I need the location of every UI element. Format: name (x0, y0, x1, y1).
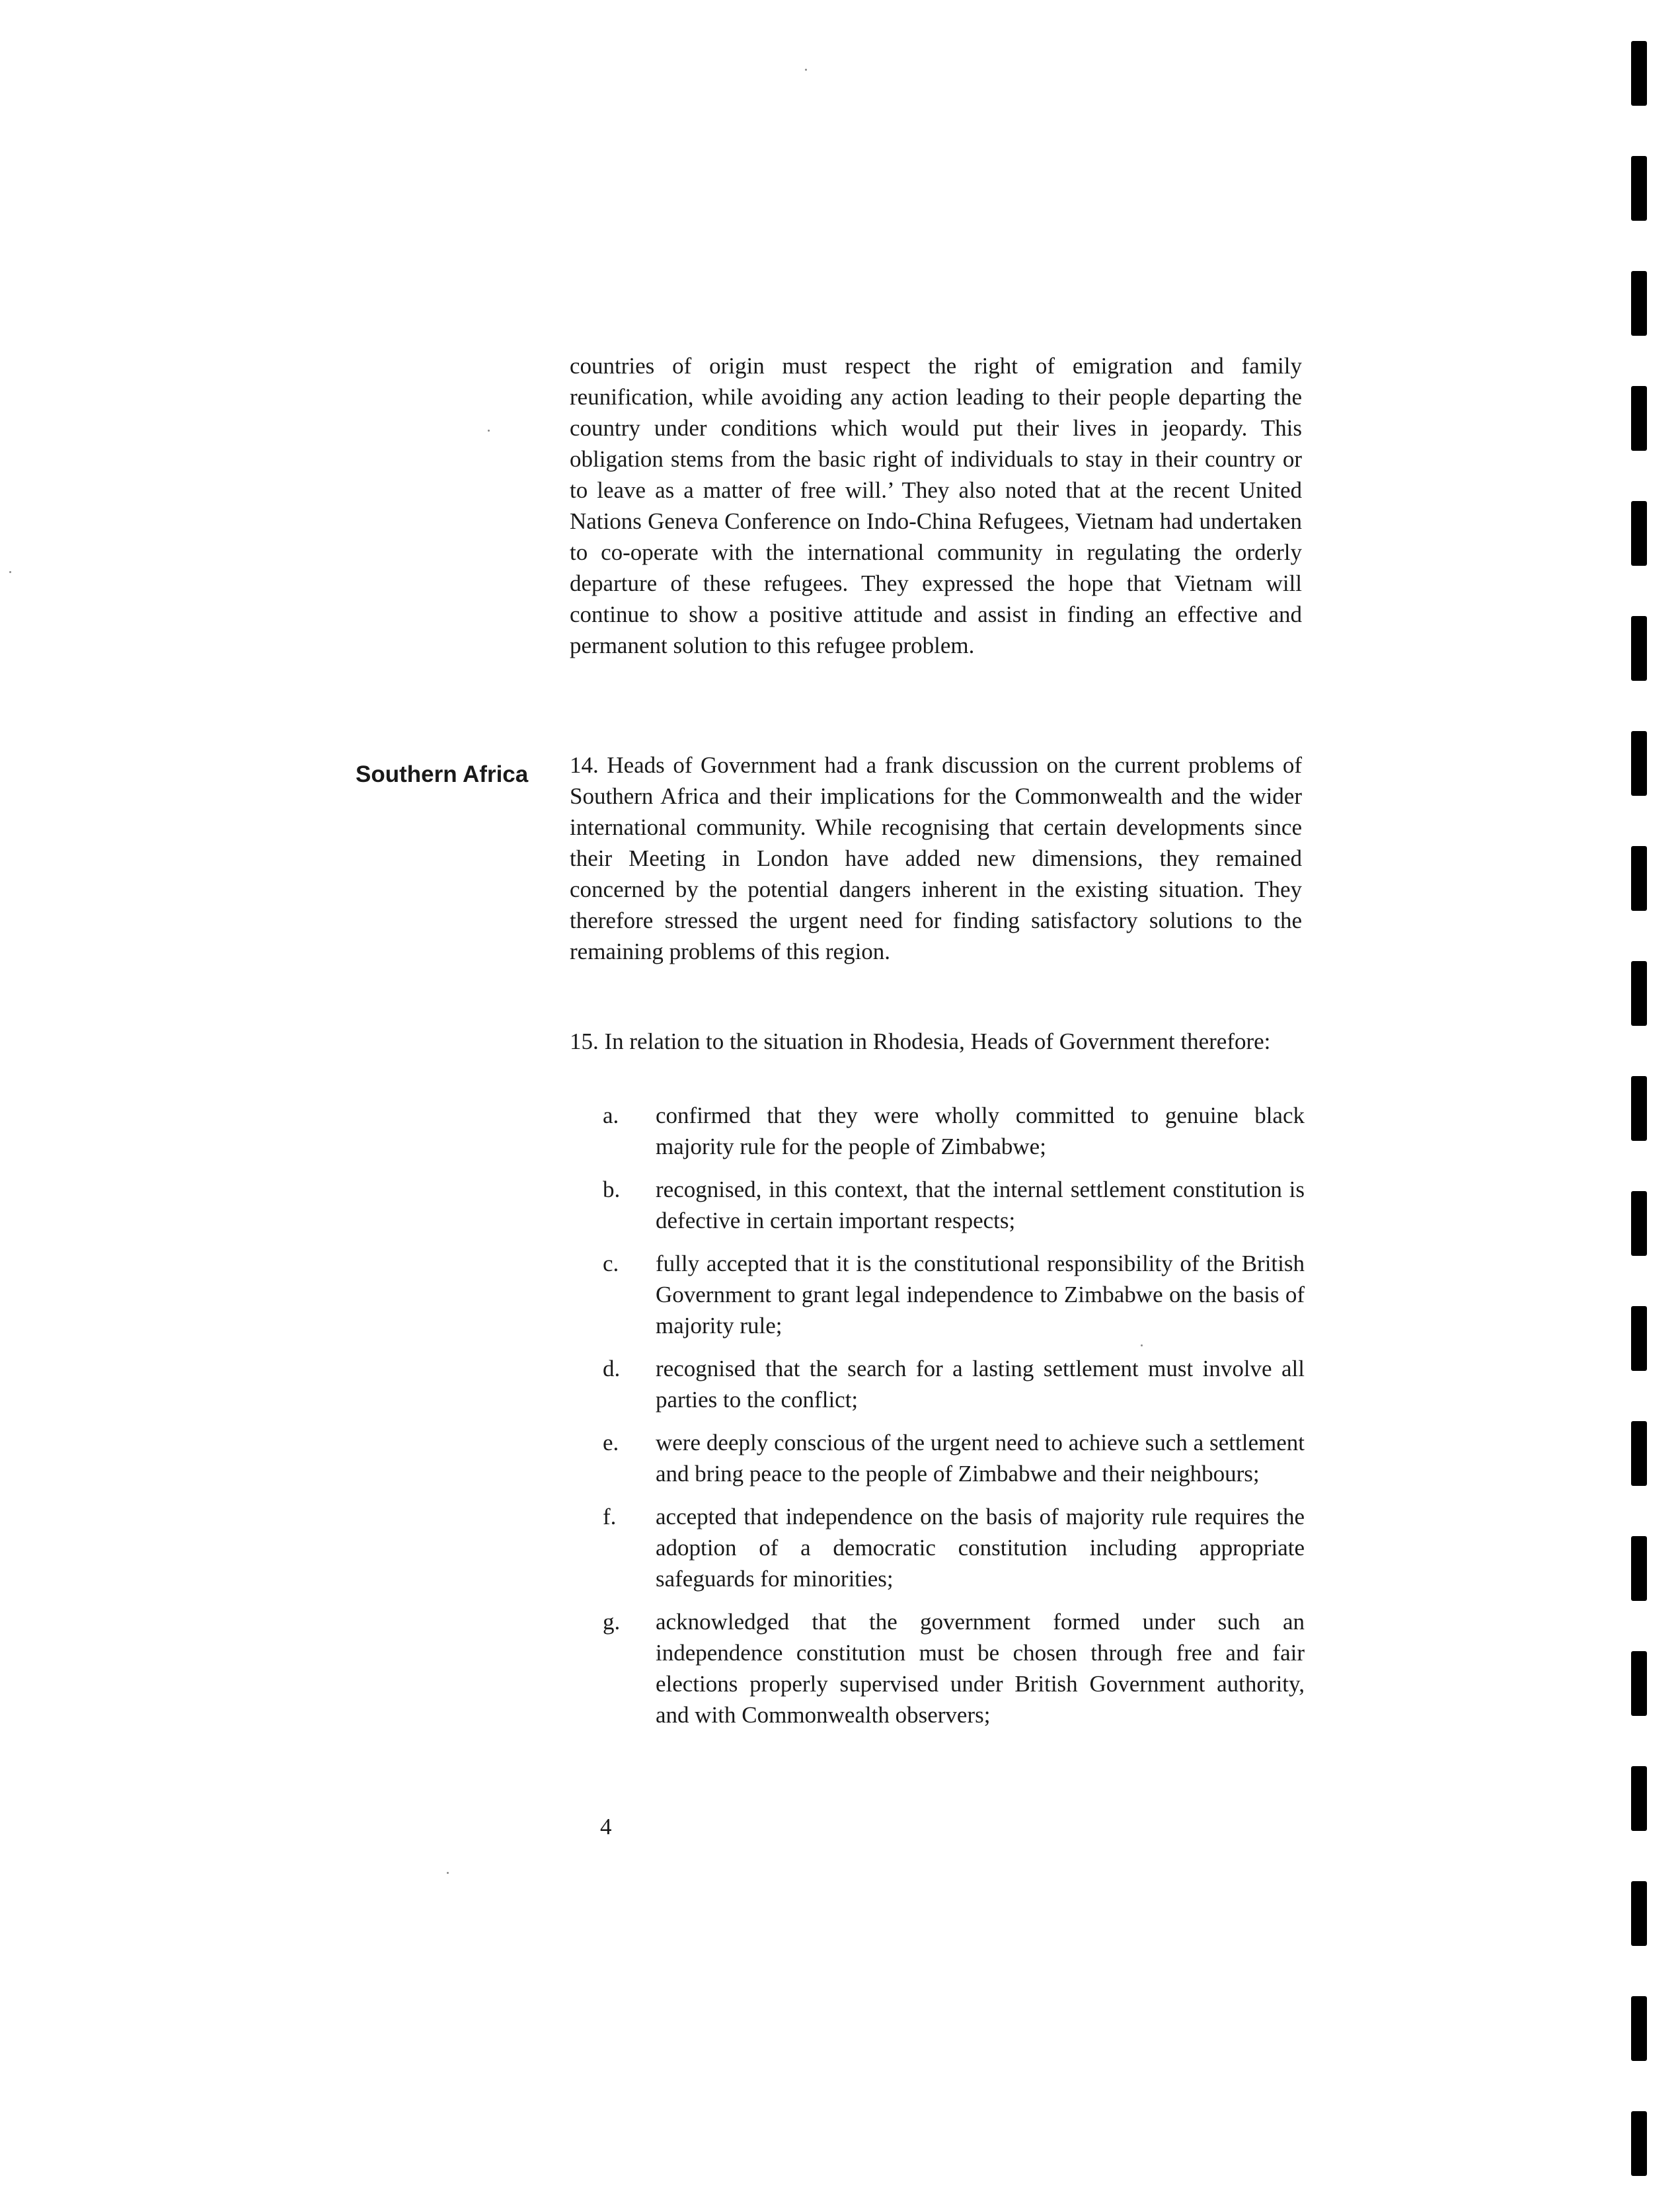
rhodesia-item-list (603, 1100, 1305, 1742)
binding-hole (1631, 846, 1647, 911)
binding-strip (1631, 0, 1658, 2209)
scan-speck (488, 430, 490, 432)
binding-hole (1631, 616, 1647, 681)
list-item-c (603, 1248, 1305, 1341)
section-heading-southern-africa: Southern Africa (356, 761, 529, 787)
list-item-a (603, 1100, 1305, 1162)
item-letter: c. (603, 1251, 619, 1276)
scan-speck (9, 571, 11, 573)
list-item-d (603, 1353, 1305, 1415)
binding-hole (1631, 1651, 1647, 1716)
binding-hole (1631, 1306, 1647, 1371)
list-item-e (603, 1427, 1305, 1489)
item-text: were deeply conscious of the urgent need to achieve such a settlement and bring peace to the people of Zimbabwe and their neighbours; (656, 1430, 1305, 1487)
binding-hole (1631, 1191, 1647, 1256)
item-text: fully accepted that it is the constitutional responsibility of the British Government to grant legal independence to Zimbabwe on the basis of majority rule; (656, 1251, 1305, 1338)
item-text: confirmed that they were wholly committed to genuine black majority rule for the people of Zimbabwe; (656, 1103, 1305, 1159)
binding-hole (1631, 41, 1647, 106)
list-item-g (603, 1606, 1305, 1730)
item-letter: g. (603, 1609, 621, 1635)
page-number: 4 (600, 1814, 612, 1840)
scan-speck (447, 1872, 449, 1874)
item-letter: b. (603, 1177, 621, 1202)
binding-hole (1631, 961, 1647, 1026)
item-text: acknowledged that the government formed under such an independence constitution must be chosen through free and fair elections properly supervised under British Government authority, and with Commonwealth observers; (656, 1609, 1305, 1728)
binding-hole (1631, 1421, 1647, 1486)
item-text: recognised, in this context, that the internal settlement constitution is defective in certain important respects; (656, 1177, 1305, 1233)
item-letter: f. (603, 1504, 617, 1530)
continuation-paragraph: countries of origin must respect the right of emigration and family reunification, while avoiding any action leading to their people departing the country under conditions which would put their lives in jeopardy. This obligation stems from the basic right of individuals to stay in their country or to leave as a matter of free will.’ They also noted that at the recent United Nations Geneva Conference on Indo-China Refugees, Vietnam had undertaken to co-operate with the international community in regulating the orderly departure of these refugees. They expressed the hope that Vietnam will continue to show a positive attitude and assist in finding an effective and permanent solution to this refugee problem. (570, 353, 1302, 658)
binding-hole (1631, 386, 1647, 451)
binding-hole (1631, 156, 1647, 221)
list-item-f (603, 1501, 1305, 1594)
paragraph-15: 15. In relation to the situation in Rhodesia, Heads of Government therefore: (570, 1028, 1271, 1054)
binding-hole (1631, 731, 1647, 796)
binding-hole (1631, 501, 1647, 566)
binding-hole (1631, 1996, 1647, 2061)
item-letter: e. (603, 1430, 619, 1455)
binding-hole (1631, 1076, 1647, 1141)
item-text: accepted that independence on the basis of majority rule requires the adoption of a democratic constitution including appropriate safeguards for minorities; (656, 1504, 1305, 1592)
item-letter: a. (603, 1103, 619, 1128)
item-text: recognised that the search for a lasting settlement must involve all parties to the conflict; (656, 1356, 1305, 1413)
binding-hole (1631, 1536, 1647, 1601)
binding-hole (1631, 2111, 1647, 2176)
paragraph-14: 14. Heads of Government had a frank discussion on the current problems of Southern Africa and their implications for the Commonwealth and the wider international community. While recognising that certain developments since their Meeting in London have added new dimensions, they remained concerned by the potential dangers inherent in the existing situation. They therefore stressed the urgent need for finding satisfactory solutions to the remaining problems of this region. (570, 752, 1302, 964)
scan-speck (805, 69, 807, 71)
binding-hole (1631, 271, 1647, 336)
binding-hole (1631, 1881, 1647, 1946)
binding-hole (1631, 1766, 1647, 1831)
scan-speck (1141, 1344, 1143, 1346)
list-item-b (603, 1174, 1305, 1236)
item-letter: d. (603, 1356, 621, 1381)
